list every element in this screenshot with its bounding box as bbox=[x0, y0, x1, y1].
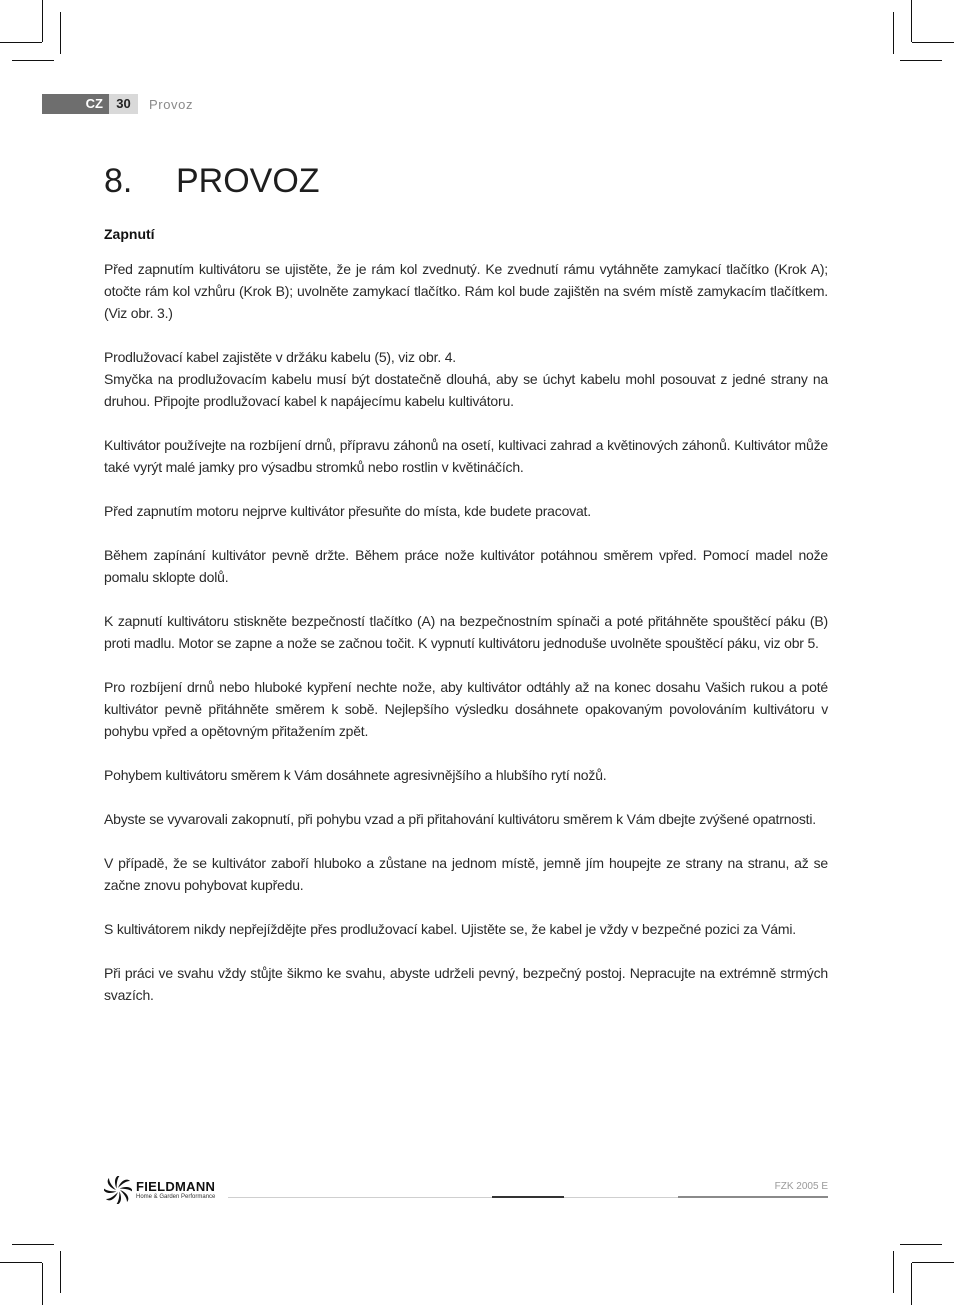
paragraph-text: V případě, že se kultivátor zaboří hluboko a zůstane na jednom místě, jemně jím houpejte ze strany na stranu, až se začne znovu pohybovat kupředu. bbox=[104, 855, 828, 893]
paragraph-text: Abyste se vyvarovali zakopnutí, při pohybu vzad a při přitahování kultivátoru směrem k Vám dbejte zvýšené opatrnosti. bbox=[104, 811, 816, 827]
crop-mark bbox=[60, 1251, 61, 1293]
paragraph bbox=[104, 764, 828, 786]
paragraph-text: Pohybem kultivátoru směrem k Vám dosáhnete agresivnějšího a hlubšího rytí nožů. bbox=[104, 767, 607, 783]
fan-swirl-icon bbox=[104, 1176, 132, 1204]
paragraph-list bbox=[104, 258, 828, 1006]
body-content bbox=[104, 224, 828, 1028]
paragraph bbox=[104, 676, 828, 742]
paragraph bbox=[104, 346, 828, 412]
language-tab: CZ bbox=[42, 94, 109, 114]
paragraph-text: Prodlužovací kabel zajistěte v držáku kabelu (5), viz obr. 4. bbox=[104, 349, 456, 365]
crop-mark bbox=[12, 1244, 54, 1245]
page-title bbox=[104, 162, 320, 201]
chapter-title: PROVOZ bbox=[176, 162, 320, 200]
subheading: Zapnutí bbox=[104, 226, 155, 242]
page-header bbox=[42, 94, 193, 114]
crop-mark bbox=[60, 12, 61, 54]
crop-mark bbox=[912, 42, 954, 43]
brand-tagline: Home & Garden Performance bbox=[136, 1193, 216, 1200]
chapter-number: 8. bbox=[104, 162, 133, 200]
crop-mark bbox=[911, 1263, 912, 1305]
brand-name: FIELDMANN bbox=[136, 1178, 216, 1194]
crop-mark bbox=[12, 60, 54, 61]
brand-logo bbox=[104, 1176, 215, 1204]
paragraph bbox=[104, 434, 828, 478]
crop-mark bbox=[893, 1251, 894, 1293]
crop-mark bbox=[900, 1244, 942, 1245]
page-number: 30 bbox=[109, 94, 138, 114]
footer-rule-accent bbox=[492, 1196, 564, 1198]
paragraph bbox=[104, 808, 828, 830]
paragraph bbox=[104, 852, 828, 896]
crop-mark bbox=[893, 12, 894, 54]
page-footer bbox=[104, 1176, 828, 1206]
crop-mark bbox=[0, 42, 42, 43]
crop-mark bbox=[912, 1262, 954, 1263]
paragraph-text: Před zapnutím kultivátoru se ujistěte, že je rám kol zvednutý. Ke zvednutí rámu vytáhněte zamykací tlačítko (Krok A); otočte rám kol vzhůru (Krok B); uvolněte zamykací tlačítko. Rám kol bude zajištěn na svém místě zamykacím tlačítkem. (Viz obr. 3.) bbox=[104, 261, 828, 321]
section-name: Provoz bbox=[149, 96, 194, 112]
paragraph-text: Při práci ve svahu vždy stůjte šikmo ke svahu, abyste udrželi pevný, bezpečný postoj. Nepracujte na extrémně strmých svazích. bbox=[104, 965, 828, 1003]
paragraph-text: Před zapnutím motoru nejprve kultivátor přesuňte do místa, kde budete pracovat. bbox=[104, 503, 591, 519]
crop-mark bbox=[42, 1263, 43, 1305]
paragraph-text: Smyčka na prodlužovacím kabelu musí být dostatečně dlouhá, aby se úchyt kabelu mohl posouvat z jedné strany na druhou. Připojte prodlužovací kabel k napájecímu kabelu kultivátoru. bbox=[104, 371, 828, 409]
paragraph bbox=[104, 258, 828, 324]
footer-rule-accent bbox=[678, 1196, 828, 1198]
paragraph bbox=[104, 544, 828, 588]
crop-mark bbox=[42, 0, 43, 42]
paragraph bbox=[104, 500, 828, 522]
paragraph-text: Během zapínání kultivátor pevně držte. Během práce nože kultivátor potáhnou směrem vpřed. Pomocí madel nože pomalu sklopte dolů. bbox=[104, 547, 828, 585]
paragraph-text: Kultivátor používejte na rozbíjení drnů, přípravu záhonů na osetí, kultivaci zahrad a květinových záhonů. Kultivátor může také vyrýt malé jamky pro výsadbu stromků nebo rostlin v květináčích. bbox=[104, 437, 828, 475]
crop-mark bbox=[0, 1262, 42, 1263]
crop-mark bbox=[900, 60, 942, 61]
model-number: FZK 2005 E bbox=[774, 1181, 828, 1192]
paragraph-text: K zapnutí kultivátoru stiskněte bezpečností tlačítko (A) na bezpečnostním spínači a poté přitáhněte spouštěcí páku (B) proti madlu. Motor se zapne a nože se začnou točit. K vypnutí kultivátoru jednoduše uvolněte spouštěcí páku, viz obr 5. bbox=[104, 613, 828, 651]
paragraph bbox=[104, 962, 828, 1006]
paragraph-text: S kultivátorem nikdy nepřejíždějte přes prodlužovací kabel. Ujistěte se, že kabel je vždy v bezpečné pozici za Vámi. bbox=[104, 921, 796, 937]
crop-mark bbox=[911, 0, 912, 42]
paragraph bbox=[104, 610, 828, 654]
paragraph bbox=[104, 918, 828, 940]
paragraph-text: Pro rozbíjení drnů nebo hluboké kypření nechte nože, aby kultivátor odtáhly až na konec dosahu Vašich rukou a poté kultivátor pevně přitáhněte směrem k sobě. Nejlepšího výsledku dosáhnete opakovaným povolováním kultivátoru v pohybu vpřed a opětovným přitažením zpět. bbox=[104, 679, 828, 739]
